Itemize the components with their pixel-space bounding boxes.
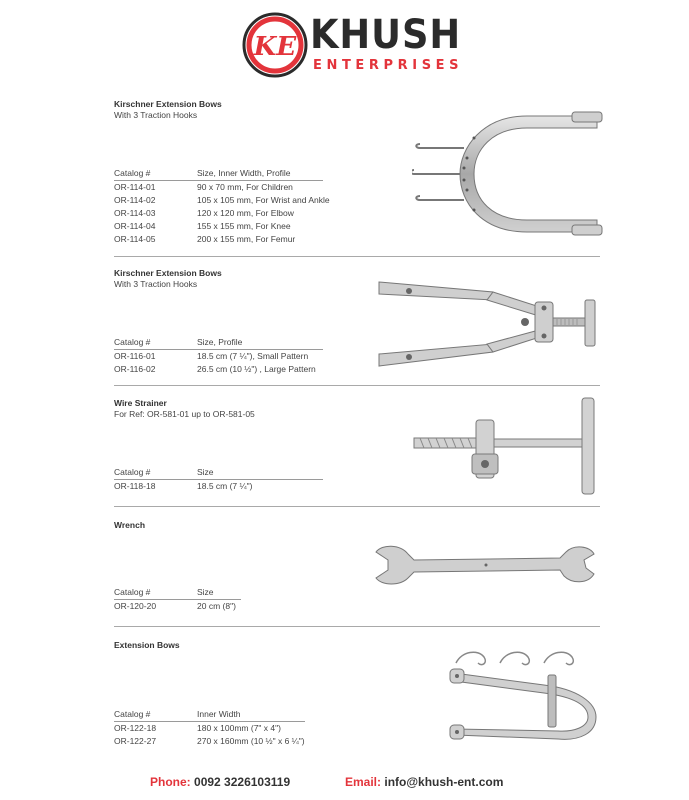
company-logo-icon bbox=[242, 12, 308, 78]
extension-bow-image bbox=[448, 645, 606, 747]
size-value: 18.5 cm (7 ¼"), Small Pattern bbox=[197, 351, 309, 361]
table-header bbox=[114, 586, 241, 600]
section-subtitle: With 3 Traction Hooks bbox=[114, 110, 198, 120]
column-header-catalog: Catalog # bbox=[114, 336, 197, 350]
table-header bbox=[114, 167, 330, 181]
column-header-size: Size bbox=[197, 466, 323, 480]
section-subtitle: With 3 Traction Hooks bbox=[114, 279, 198, 289]
column-header-size: Inner Width bbox=[197, 708, 305, 722]
size-value: 26.5 cm (10 ½") , Large Pattern bbox=[197, 364, 316, 374]
wrench-image bbox=[374, 544, 596, 586]
size-value: 200 x 155 mm, For Femur bbox=[197, 234, 296, 244]
catalog-table bbox=[114, 336, 323, 376]
size-value: 20 cm (8") bbox=[197, 601, 236, 611]
svg-text:KE: KE bbox=[253, 32, 297, 62]
catalog-table bbox=[114, 708, 305, 748]
catalog-number: OR-114-04 bbox=[114, 221, 156, 231]
size-value: 270 x 160mm (10 ½" x 6 ¼") bbox=[197, 736, 305, 746]
email-label: Email: bbox=[345, 775, 382, 789]
phone-label: Phone: bbox=[150, 775, 191, 789]
contact-email bbox=[345, 775, 503, 789]
section-subtitle: For Ref: OR-581-01 up to OR-581-05 bbox=[114, 409, 255, 419]
size-value: 90 x 70 mm, For Children bbox=[197, 182, 293, 192]
table-row bbox=[114, 207, 330, 220]
section-divider bbox=[114, 385, 600, 386]
catalog-number: OR-122-27 bbox=[114, 736, 157, 746]
catalog-number: OR-114-02 bbox=[114, 195, 156, 205]
footer-contact bbox=[0, 775, 689, 795]
section-title: Kirschner Extension Bows bbox=[114, 99, 222, 109]
column-header-catalog: Catalog # bbox=[114, 586, 197, 600]
section-divider bbox=[114, 626, 600, 627]
column-header-catalog: Catalog # bbox=[114, 167, 197, 181]
catalog-number: OR-114-05 bbox=[114, 234, 156, 244]
table-row bbox=[114, 480, 323, 493]
column-header-size: Size, Profile bbox=[197, 336, 323, 350]
catalog-number: OR-114-03 bbox=[114, 208, 156, 218]
brand-subtitle: ENTERPRISES bbox=[313, 58, 464, 73]
catalog-number: OR-122-18 bbox=[114, 723, 157, 733]
section-divider bbox=[114, 506, 600, 507]
header bbox=[0, 0, 689, 90]
table-row bbox=[114, 220, 330, 233]
table-header bbox=[114, 466, 323, 480]
section-title: Extension Bows bbox=[114, 640, 180, 650]
size-value: 155 x 155 mm, For Knee bbox=[197, 221, 291, 231]
section-title: Wrench bbox=[114, 520, 146, 530]
section-divider bbox=[114, 256, 600, 257]
catalog-table bbox=[114, 167, 330, 246]
brand-name: KHUSH bbox=[310, 12, 462, 58]
catalog-number: OR-120-20 bbox=[114, 601, 157, 611]
catalog-number: OR-114-01 bbox=[114, 182, 156, 192]
kirschner-extension-bow-tensioner-image bbox=[375, 278, 603, 370]
catalog-table bbox=[114, 586, 241, 613]
size-value: 180 x 100mm (7" x 4") bbox=[197, 723, 281, 733]
table-header bbox=[114, 336, 323, 350]
section-title: Wire Strainer bbox=[114, 398, 167, 408]
catalog-number: OR-118-18 bbox=[114, 481, 156, 491]
section-title: Kirschner Extension Bows bbox=[114, 268, 222, 278]
size-value: 120 x 120 mm, For Elbow bbox=[197, 208, 294, 218]
wire-strainer-image bbox=[410, 394, 605, 500]
table-header bbox=[114, 708, 305, 722]
table-row bbox=[114, 363, 323, 376]
size-value: 105 x 105 mm, For Wrist and Ankle bbox=[197, 195, 330, 205]
phone-number[interactable]: 0092 3226103119 bbox=[194, 775, 291, 789]
column-header-catalog: Catalog # bbox=[114, 708, 197, 722]
column-header-size: Size bbox=[197, 586, 241, 600]
email-address[interactable]: info@khush-ent.com bbox=[384, 775, 504, 789]
table-row bbox=[114, 600, 241, 613]
table-row bbox=[114, 194, 330, 207]
catalog-table bbox=[114, 466, 323, 493]
column-header-size: Size, Inner Width, Profile bbox=[197, 167, 323, 181]
table-row bbox=[114, 722, 305, 735]
size-value: 18.5 cm (7 ¼") bbox=[197, 481, 253, 491]
table-row bbox=[114, 233, 330, 246]
catalog-number: OR-116-01 bbox=[114, 351, 156, 361]
table-row bbox=[114, 181, 330, 194]
contact-phone bbox=[150, 775, 290, 789]
table-row bbox=[114, 350, 323, 363]
table-row bbox=[114, 735, 305, 748]
column-header-catalog: Catalog # bbox=[114, 466, 197, 480]
catalog-number: OR-116-02 bbox=[114, 364, 156, 374]
kirschner-extension-bow-image bbox=[412, 108, 607, 243]
